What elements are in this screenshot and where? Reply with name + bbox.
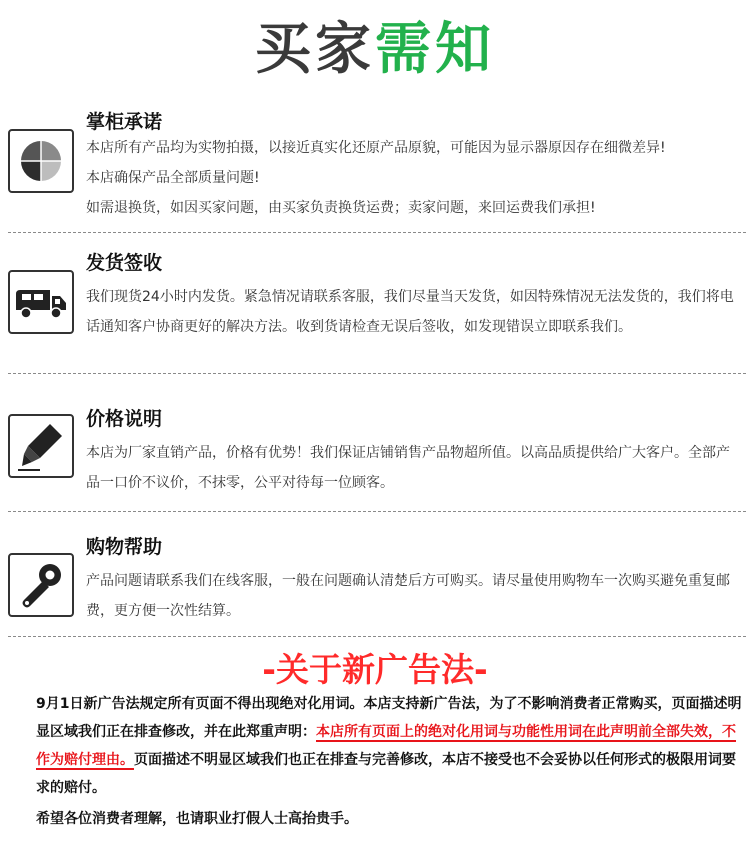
ad-law-paragraph [10,690,744,802]
text-line: 如需退换货，如因买家问题，由买家负责换货运费；卖家问题，来回运费我们承担! [86,200,596,216]
marker-pen-icon [8,414,74,478]
delivery-truck-icon [8,270,74,334]
section-text: 产品问题请联系我们在线客服，一般在问题确认清楚后方可购买。请尽量使用购物车一次购买避免重复邮费，更方便一次性结算。 [86,573,730,619]
page-title [0,14,750,86]
ad-law-title: -关于新广告法- [262,650,488,689]
section-title: 价格说明 [86,408,163,430]
section-text: 我们现货24小时内发货。紧急情况请联系客服，我们尽量当天发货，如因特殊情况无法发货的，我们将电话通知客户协商更好的解决方法。收到货请检查无误后签收，如发现错误立即联系我们。 [86,289,734,335]
title-part-dark: 买家 [255,17,375,82]
title-part-green: 需知 [375,17,495,82]
ad-law-text: 页面描述不明显区域我们也正在排查与完善修改，本店不接受也不会妥协以任何形式的极限用词要求的赔付。 [36,752,736,796]
text-line: 本店确保产品全部质量问题! [86,170,260,186]
ad-law-text: 9月1日新广告法规定所有页面不得出现绝对化用词。本店支持新广告法，为了不影响消费者正常购买，页面描述明显区域我们正在排查修改，并在此郑重声明： [36,696,742,740]
divider [8,511,746,512]
color-wheel-icon [8,129,74,193]
ad-law-body [10,690,744,833]
divider [8,373,746,374]
divider [8,232,746,233]
divider [8,636,746,637]
text-line: 本店所有产品均为实物拍摄，以接近真实化还原产品原貌，可能因为显示器原因存在细微差异! [86,140,666,156]
ad-law-highlight: 本店所有页面上的绝对化用词与功能性用词在此声明前全部失效，不作为赔付理由。 [36,724,736,768]
ad-law-closing: 希望各位消费者理解，也请职业打假人士高抬贵手。 [36,811,358,827]
section-text [86,133,736,223]
wrench-icon [8,553,74,617]
section-text: 本店为厂家直销产品，价格有优势！我们保证店铺销售产品物超所值。以高品质提供给广大客户。全部产品一口价不议价，不抹零，公平对待每一位顾客。 [86,445,730,491]
section-title: 购物帮助 [86,536,163,558]
section-title: 掌柜承诺 [86,111,163,133]
section-title: 发货签收 [86,252,163,274]
